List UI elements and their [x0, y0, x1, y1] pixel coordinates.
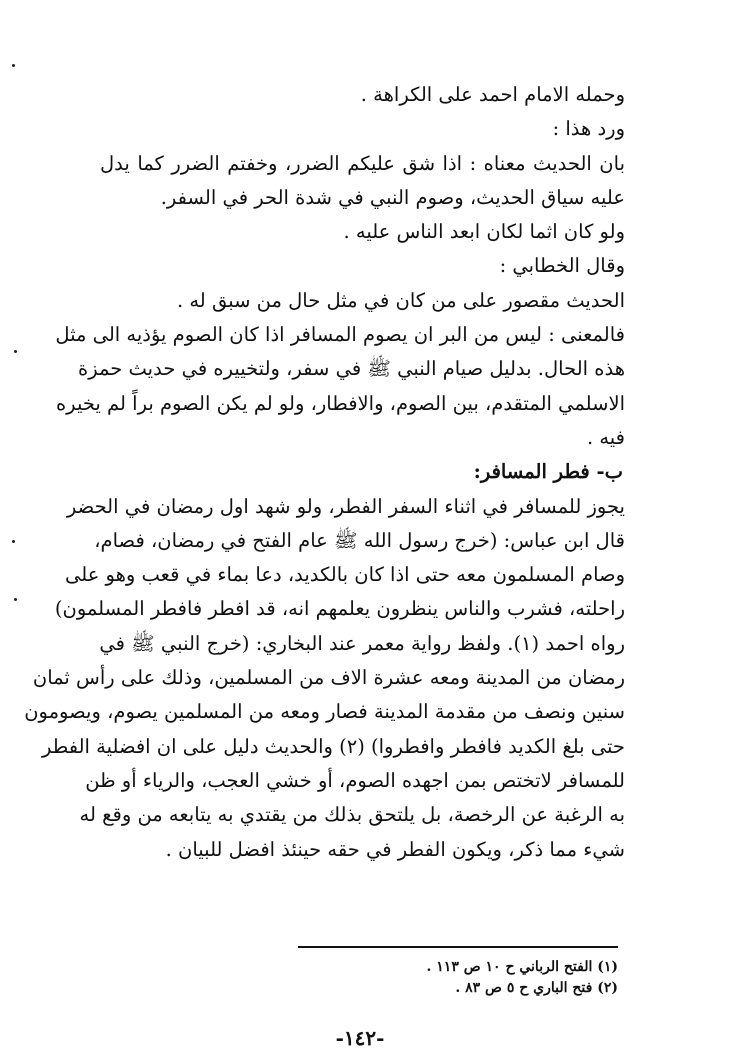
body-text [24, 78, 625, 867]
scan-speck [14, 598, 17, 601]
paragraph-line: فالمعنى : ليس من البر ان يصوم المسافر اذا كان الصوم يؤذيه الى مثل [55, 323, 625, 347]
paragraph-line: هذه الحال. بدليل صيام النبي ﷺ في سفر، ولتخييره في حديث حمزة [78, 357, 625, 381]
footnote-2: (٢) فتح الباري ح ٥ ص ٨٣ . [455, 980, 618, 996]
paragraph-line: حتى بلغ الكديد فافطر وافطروا) (٢) والحديث دليل على ان افضلية الفطر [41, 734, 625, 758]
footnote-1: (١) الفتح الرباني ح ١٠ ص ١١٣ . [426, 959, 618, 975]
paragraph-line: رمضان من المدينة ومعه عشرة الاف من المسلمين، وذلك على رأس ثمان [32, 666, 625, 690]
scan-speck [14, 350, 17, 353]
paragraph-line: قال ابن عباس: (خرج رسول الله ﷺ عام الفتح في رمضان، فصام، [94, 528, 625, 552]
scan-speck [12, 64, 15, 67]
paragraph-line: وصام المسلمون معه حتى اذا كان بالكديد، دعا بماء في قعب وهو على [65, 563, 625, 587]
paragraph-line: رواه احمد (١). ولفظ رواية معمر عند البخاري: (خرج النبي ﷺ في [99, 631, 625, 655]
paragraph-line: للمسافر لاتختص بمن اجهده الصوم، أو خشي العجب، والرياء أو ظن [85, 768, 625, 792]
paragraph-line: راحلته، فشرب والناس ينظرون يعلمهم انه، قد افطر فافطر المسلمون) [54, 597, 625, 621]
paragraph-line: شيء مما ذكر، ويكون الفطر في حقه حينئذ افضل للبيان . [165, 837, 625, 861]
paragraph-line: بان الحديث معناه : اذا شق عليكم الضرر، وخفتم الضرر كما يدل [100, 151, 625, 175]
paragraph-line: الاسلمي المتقدم، بين الصوم، والافطار، ولو لم يكن الصوم براً لم يخيره [55, 391, 625, 415]
paragraph-line: الحديث مقصور على من كان في مثل حال من سبق له . [176, 288, 625, 312]
footnotes [360, 957, 618, 999]
paragraph-line: سنين ونصف من مقدمة المدينة فصار ومعه من المسلمين يصوم، ويصومون [24, 700, 625, 724]
paragraph-line: ولو كان اثما لكان ابعد الناس عليه . [343, 220, 625, 244]
paragraph-line: وقال الخطابي : [499, 254, 625, 278]
paragraph-line: به الرغبة عن الرخصة، بل يلتحق بذلك من يقتدي به يتابعه من وقع له [79, 803, 625, 827]
paragraph-line: عليه سياق الحديث، وصوم النبي في شدة الحر في السفر. [160, 185, 625, 209]
page-number: -١٤٢- [335, 1026, 385, 1050]
scan-speck [12, 540, 15, 543]
paragraph-line: يجوز للمسافر في اثناء السفر الفطر، ولو شهد اول رمضان في الحضر [66, 494, 625, 518]
paragraph-line: فيه . [586, 425, 625, 449]
paragraph-line: ورد هذا : [552, 117, 625, 141]
section-heading: ب- فطر المسافر: [473, 460, 623, 484]
footnote-divider [298, 946, 618, 948]
paragraph-line: وحمله الامام احمد على الكراهة . [360, 83, 625, 106]
